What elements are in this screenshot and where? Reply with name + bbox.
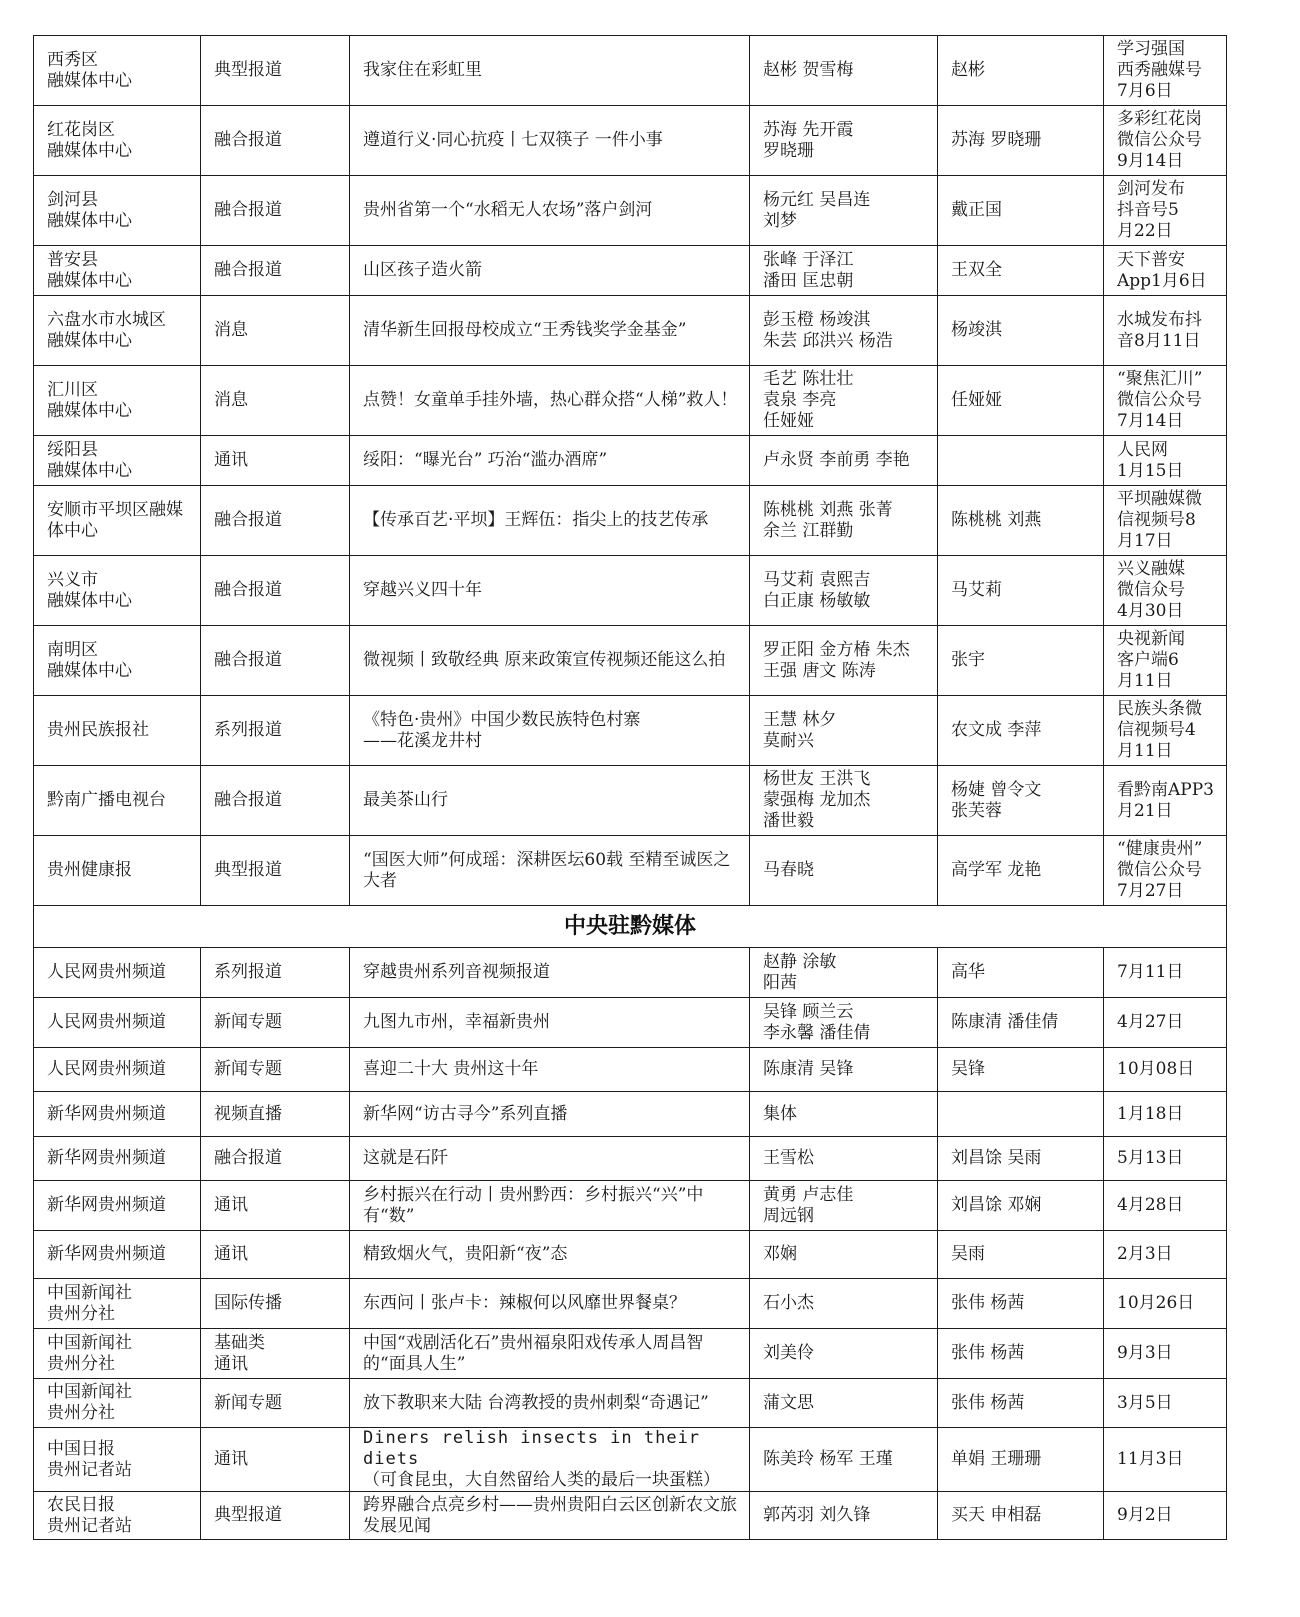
- table-row: [34, 1279, 1227, 1329]
- title-cell: Diners relish insects in their diets （可食昆虫，大自然留给人类的最后一块蛋糕）: [350, 1428, 750, 1492]
- authors-cell: 毛艺 陈壮壮 袁泉 李亮 任娅娅: [750, 366, 938, 436]
- authors-cell: 王慧 林夕 莫耐兴: [750, 696, 938, 766]
- table-section-central: [34, 906, 1227, 948]
- unit-cell: 黔南广播电视台: [34, 766, 201, 836]
- table-row: [34, 998, 1227, 1048]
- editors-cell: 赵彬: [938, 36, 1104, 106]
- unit-cell: 新华网贵州频道: [34, 1181, 201, 1231]
- title-cell: 贵州省第一个“水稻无人农场”落户剑河: [350, 176, 750, 246]
- publish-info-cell: 2月3日: [1104, 1231, 1227, 1279]
- table-row: [34, 436, 1227, 486]
- authors-cell: 杨世友 王洪飞 蒙强梅 龙加杰 潘世毅: [750, 766, 938, 836]
- awards-table: [33, 35, 1227, 1540]
- category-cell: 新闻专题: [201, 1379, 350, 1428]
- table-row: [34, 246, 1227, 296]
- section-title: 中央驻黔媒体: [34, 906, 1227, 948]
- editors-cell: 陈桃桃 刘燕: [938, 486, 1104, 556]
- unit-cell: 贵州民族报社: [34, 696, 201, 766]
- unit-cell: 新华网贵州频道: [34, 1092, 201, 1137]
- category-cell: 融合报道: [201, 556, 350, 626]
- title-cell: 【传承百艺·平坝】王辉伍：指尖上的技艺传承: [350, 486, 750, 556]
- authors-cell: 刘美伶: [750, 1329, 938, 1379]
- title-cell: 《特色·贵州》中国少数民族特色村寨 ——花溪龙井村: [350, 696, 750, 766]
- category-cell: 新闻专题: [201, 998, 350, 1048]
- editors-cell: 陈康清 潘佳倩: [938, 998, 1104, 1048]
- publish-info-cell: 学习强国 西秀融媒号 7月6日: [1104, 36, 1227, 106]
- unit-cell: 人民网贵州频道: [34, 998, 201, 1048]
- category-cell: 消息: [201, 366, 350, 436]
- authors-cell: 陈康清 吴锋: [750, 1048, 938, 1092]
- publish-info-cell: 多彩红花岗 微信公众号 9月14日: [1104, 106, 1227, 176]
- authors-cell: 卢永贤 李前勇 李艳: [750, 436, 938, 486]
- authors-cell: 石小杰: [750, 1279, 938, 1329]
- title-cell: 清华新生回报母校成立“王秀钱奖学金基金”: [350, 296, 750, 366]
- table-row: [34, 556, 1227, 626]
- publish-info-cell: 4月27日: [1104, 998, 1227, 1048]
- publish-info-cell: 水城发布抖 音8月11日: [1104, 296, 1227, 366]
- title-cell: 精致烟火气，贵阳新“夜”态: [350, 1231, 750, 1279]
- table-row: [34, 106, 1227, 176]
- category-cell: 通讯: [201, 436, 350, 486]
- table-row: [34, 836, 1227, 906]
- publish-info-cell: 1月18日: [1104, 1092, 1227, 1137]
- title-cell: 中国“戏剧活化石”贵州福泉阳戏传承人周昌智的“面具人生”: [350, 1329, 750, 1379]
- title-cell: “国医大师”何成瑶：深耕医坛60载 至精至诚医之大者: [350, 836, 750, 906]
- unit-cell: 普安县 融媒体中心: [34, 246, 201, 296]
- editors-cell: 张宇: [938, 626, 1104, 696]
- unit-cell: 红花岗区 融媒体中心: [34, 106, 201, 176]
- unit-cell: 剑河县 融媒体中心: [34, 176, 201, 246]
- title-cell: 放下教职来大陆 台湾教授的贵州刺梨“奇遇记”: [350, 1379, 750, 1428]
- editors-cell: 吴锋: [938, 1048, 1104, 1092]
- authors-cell: 苏海 先开霞 罗晓珊: [750, 106, 938, 176]
- title-cell: 我家住在彩虹里: [350, 36, 750, 106]
- editors-cell: 王双全: [938, 246, 1104, 296]
- editors-cell: 苏海 罗晓珊: [938, 106, 1104, 176]
- publish-info-cell: 10月26日: [1104, 1279, 1227, 1329]
- publish-info-cell: 9月3日: [1104, 1329, 1227, 1379]
- unit-cell: 中国日报 贵州记者站: [34, 1428, 201, 1492]
- publish-info-cell: 央视新闻 客户端6 月11日: [1104, 626, 1227, 696]
- table-row: [34, 1092, 1227, 1137]
- table-row: [34, 1181, 1227, 1231]
- publish-info-cell: 11月3日: [1104, 1428, 1227, 1492]
- category-cell: 通讯: [201, 1428, 350, 1492]
- table-row: [34, 1231, 1227, 1279]
- publish-info-cell: 兴义融媒 微信众号 4月30日: [1104, 556, 1227, 626]
- editors-cell: [938, 436, 1104, 486]
- editors-cell: 张伟 杨茜: [938, 1379, 1104, 1428]
- unit-cell: 人民网贵州频道: [34, 1048, 201, 1092]
- title-cell: 东西问丨张卢卡：辣椒何以风靡世界餐桌？: [350, 1279, 750, 1329]
- publish-info-cell: “健康贵州” 微信公众号 7月27日: [1104, 836, 1227, 906]
- category-cell: 融合报道: [201, 766, 350, 836]
- table-row: [34, 766, 1227, 836]
- title-cell: 这就是石阡: [350, 1137, 750, 1181]
- unit-cell: 中国新闻社 贵州分社: [34, 1329, 201, 1379]
- table-row: [34, 1428, 1227, 1492]
- editors-cell: 杨竣淇: [938, 296, 1104, 366]
- unit-cell: 六盘水市水城区 融媒体中心: [34, 296, 201, 366]
- editors-cell: 任娅娅: [938, 366, 1104, 436]
- category-cell: 融合报道: [201, 176, 350, 246]
- unit-cell: 绥阳县 融媒体中心: [34, 436, 201, 486]
- authors-cell: 陈桃桃 刘燕 张菁 余兰 江群勤: [750, 486, 938, 556]
- unit-cell: 人民网贵州频道: [34, 948, 201, 998]
- unit-cell: 贵州健康报: [34, 836, 201, 906]
- authors-cell: 邓娴: [750, 1231, 938, 1279]
- publish-info-cell: 民族头条微 信视频号4 月11日: [1104, 696, 1227, 766]
- table-row: [34, 1492, 1227, 1540]
- title-cell: 点赞！女童单手挂外墙，热心群众搭“人梯”救人！: [350, 366, 750, 436]
- unit-cell: 新华网贵州频道: [34, 1137, 201, 1181]
- authors-cell: 王雪松: [750, 1137, 938, 1181]
- editors-cell: 高华: [938, 948, 1104, 998]
- table-row: [34, 296, 1227, 366]
- authors-cell: 赵彬 贺雪梅: [750, 36, 938, 106]
- unit-cell: 兴义市 融媒体中心: [34, 556, 201, 626]
- authors-cell: 吴锋 顾兰云 李永馨 潘佳倩: [750, 998, 938, 1048]
- editors-cell: 杨婕 曾令文 张芙蓉: [938, 766, 1104, 836]
- table-row: [34, 366, 1227, 436]
- title-cell: 跨界融合点亮乡村——贵州贵阳白云区创新农文旅发展见闻: [350, 1492, 750, 1540]
- title-cell: 穿越兴义四十年: [350, 556, 750, 626]
- category-cell: 消息: [201, 296, 350, 366]
- authors-cell: 杨元红 吴昌连 刘梦: [750, 176, 938, 246]
- awards-table-page: [33, 35, 1227, 1540]
- title-cell: 最美茶山行: [350, 766, 750, 836]
- table-body-central-media: [34, 948, 1227, 1540]
- publish-info-cell: 剑河发布 抖音号5 月22日: [1104, 176, 1227, 246]
- category-cell: 国际传播: [201, 1279, 350, 1329]
- authors-cell: 彭玉橙 杨竣淇 朱芸 邱洪兴 杨浩: [750, 296, 938, 366]
- authors-cell: 蒲文思: [750, 1379, 938, 1428]
- table-body-local-media: [34, 36, 1227, 906]
- editors-cell: 吴雨: [938, 1231, 1104, 1279]
- editors-cell: 高学军 龙艳: [938, 836, 1104, 906]
- category-cell: 基础类 通讯: [201, 1329, 350, 1379]
- publish-info-cell: 人民网 1月15日: [1104, 436, 1227, 486]
- authors-cell: 罗正阳 金方椿 朱杰 王强 唐文 陈涛: [750, 626, 938, 696]
- editors-cell: 买天 申相磊: [938, 1492, 1104, 1540]
- category-cell: 新闻专题: [201, 1048, 350, 1092]
- publish-info-cell: 7月11日: [1104, 948, 1227, 998]
- category-cell: 系列报道: [201, 948, 350, 998]
- editors-cell: 单娟 王珊珊: [938, 1428, 1104, 1492]
- category-cell: 通讯: [201, 1231, 350, 1279]
- unit-cell: 南明区 融媒体中心: [34, 626, 201, 696]
- editors-cell: 马艾莉: [938, 556, 1104, 626]
- authors-cell: 黄勇 卢志佳 周远钢: [750, 1181, 938, 1231]
- editors-cell: 戴正国: [938, 176, 1104, 246]
- category-cell: 融合报道: [201, 626, 350, 696]
- category-cell: 融合报道: [201, 246, 350, 296]
- table-row: [34, 176, 1227, 246]
- publish-info-cell: 10月08日: [1104, 1048, 1227, 1092]
- authors-cell: 陈美玲 杨军 王瑾: [750, 1428, 938, 1492]
- publish-info-cell: 平坝融媒微 信视频号8 月17日: [1104, 486, 1227, 556]
- unit-cell: 中国新闻社 贵州分社: [34, 1279, 201, 1329]
- unit-cell: 安顺市平坝区融媒体中心: [34, 486, 201, 556]
- title-cell: 绥阳：“曝光台” 巧治“滥办酒席”: [350, 436, 750, 486]
- category-cell: 典型报道: [201, 36, 350, 106]
- title-cell: 九图九市州，幸福新贵州: [350, 998, 750, 1048]
- authors-cell: 马艾莉 袁熙吉 白正康 杨敏敏: [750, 556, 938, 626]
- category-cell: 融合报道: [201, 106, 350, 176]
- category-cell: 典型报道: [201, 836, 350, 906]
- table-row: [34, 1048, 1227, 1092]
- unit-cell: 汇川区 融媒体中心: [34, 366, 201, 436]
- table-row: [34, 1137, 1227, 1181]
- authors-cell: 赵静 涂敏 阳茜: [750, 948, 938, 998]
- authors-cell: 郭芮羽 刘久锋: [750, 1492, 938, 1540]
- category-cell: 通讯: [201, 1181, 350, 1231]
- title-cell: 遵道行义·同心抗疫丨七双筷子 一件小事: [350, 106, 750, 176]
- authors-cell: 马春晓: [750, 836, 938, 906]
- publish-info-cell: 3月5日: [1104, 1379, 1227, 1428]
- unit-cell: 西秀区 融媒体中心: [34, 36, 201, 106]
- publish-info-cell: 9月2日: [1104, 1492, 1227, 1540]
- unit-cell: 中国新闻社 贵州分社: [34, 1379, 201, 1428]
- authors-cell: 集体: [750, 1092, 938, 1137]
- category-cell: 系列报道: [201, 696, 350, 766]
- editors-cell: 刘昌馀 邓娴: [938, 1181, 1104, 1231]
- table-row: [34, 1329, 1227, 1379]
- editors-cell: 张伟 杨茜: [938, 1279, 1104, 1329]
- unit-cell: 新华网贵州频道: [34, 1231, 201, 1279]
- title-cell: 微视频丨致敬经典 原来政策宣传视频还能这么拍: [350, 626, 750, 696]
- authors-cell: 张峰 于泽江 潘田 匡忠朝: [750, 246, 938, 296]
- table-row: [34, 626, 1227, 696]
- editors-cell: 张伟 杨茜: [938, 1329, 1104, 1379]
- unit-cell: 农民日报 贵州记者站: [34, 1492, 201, 1540]
- table-row: [34, 486, 1227, 556]
- publish-info-cell: 4月28日: [1104, 1181, 1227, 1231]
- table-row: [34, 696, 1227, 766]
- section-header-row: [34, 906, 1227, 948]
- title-cell: 山区孩子造火箭: [350, 246, 750, 296]
- title-cell: 穿越贵州系列音视频报道: [350, 948, 750, 998]
- title-cell: 新华网“访古寻今”系列直播: [350, 1092, 750, 1137]
- category-cell: 融合报道: [201, 486, 350, 556]
- title-cell: 乡村振兴在行动丨贵州黔西：乡村振兴“兴”中有“数”: [350, 1181, 750, 1231]
- publish-info-cell: 天下普安 App1月6日: [1104, 246, 1227, 296]
- editors-cell: 农文成 李萍: [938, 696, 1104, 766]
- category-cell: 融合报道: [201, 1137, 350, 1181]
- category-cell: 典型报道: [201, 1492, 350, 1540]
- editors-cell: 刘昌馀 吴雨: [938, 1137, 1104, 1181]
- table-row: [34, 948, 1227, 998]
- publish-info-cell: 5月13日: [1104, 1137, 1227, 1181]
- editors-cell: [938, 1092, 1104, 1137]
- publish-info-cell: “聚焦汇川” 微信公众号 7月14日: [1104, 366, 1227, 436]
- publish-info-cell: 看黔南APP3 月21日: [1104, 766, 1227, 836]
- table-row: [34, 1379, 1227, 1428]
- category-cell: 视频直播: [201, 1092, 350, 1137]
- table-row: [34, 36, 1227, 106]
- title-cell: 喜迎二十大 贵州这十年: [350, 1048, 750, 1092]
